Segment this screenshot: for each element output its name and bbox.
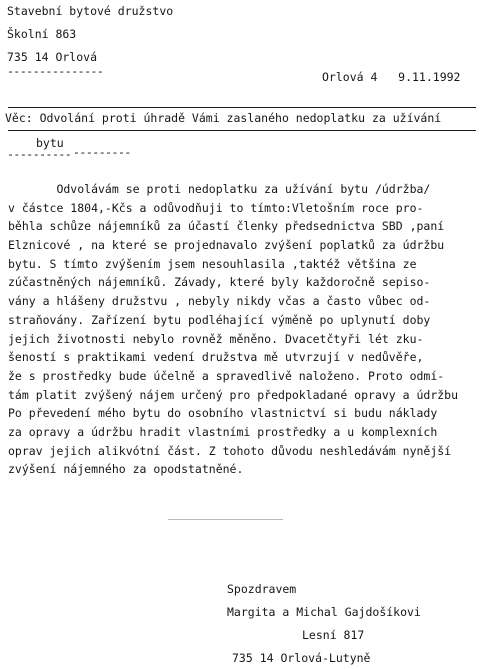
body-line: bytu. S tímto zvýšením jsem nesouhlasila ,taktéž většina ze [8, 256, 417, 271]
body-line: v částce 1804,-Kčs a odůvodňuji to tímto:Vletošním roce pro- [8, 200, 424, 215]
body-line: oprav jejich alikvótní část. Z tohoto důvodu neshledávám nynější [8, 443, 452, 458]
letter-date: Orlová 4 9.11.1992 [322, 70, 461, 84]
body-line: Po převedení mého bytu do osobního vlastnictví si budu náklady [8, 406, 438, 421]
body-line: za opravy a údržbu hradit vlastními prostředky a u komplexních [8, 424, 438, 439]
sender-name: Stavební bytové družstvo [7, 4, 174, 18]
body-line: že s prostředky bude účelně a spravedlivě naloženo. Proto odmí- [8, 368, 445, 383]
body-line: běhla schůze nájemníků za účastí členky předsednictva SBD ,paní [8, 219, 445, 234]
subject-line: Věc: Odvolání proti úhradě Vámi zaslaného nedoplatku za užívání [5, 111, 442, 125]
body-line: jejich životnosti nebylo rovněž měněno. Dvacetčtyři lét zku- [8, 331, 424, 346]
body-line: zvýšení nájemného za opodstatněné. [8, 462, 244, 477]
signature-greeting: Spozdravem [227, 582, 297, 596]
subject-dash-left: ---------- [7, 147, 72, 161]
signature-city: 735 14 Orlová-Lutyně [232, 651, 371, 665]
body-line: zúčastněných nájemníků. Závady, které byly každoročně sepiso- [8, 275, 431, 290]
body-line: šeností s praktikami vedení družstva mě utvrzují v nedůvěře, [8, 350, 424, 365]
signature-names: Margita a Michal Gajdošíkovi [227, 605, 421, 619]
sender-street: Školní 863 [7, 27, 77, 41]
body-line: Elznicové , na které se projednavalo zvýšení poplatků za údržbu [8, 238, 445, 253]
body-line: Odvolávám se proti nedoplatku za užívání bytu /údržba/ [8, 182, 431, 196]
letter-body [8, 180, 494, 479]
body-line: straňovány. Zařízení bytu podléhající výměně po uplynutí doby [8, 312, 431, 327]
sender-separator: --------------- [7, 64, 104, 78]
signature-street: Lesní 817 [302, 628, 365, 642]
subject-continuation: bytu [36, 136, 64, 150]
faint-divider [168, 519, 283, 520]
sender-city: 735 14 Orlová [7, 50, 98, 64]
subject-dash-right: --------- [73, 145, 131, 159]
body-line: tám platit zvýšený nájem určený pro předpokladané opravy a údržbu [8, 387, 459, 402]
subject-bottom-rule [8, 130, 476, 131]
subject-top-rule [8, 107, 476, 108]
body-line: vány a hlášeny družstvu , nebyly nikdy včas a často vůbec od- [8, 294, 431, 309]
